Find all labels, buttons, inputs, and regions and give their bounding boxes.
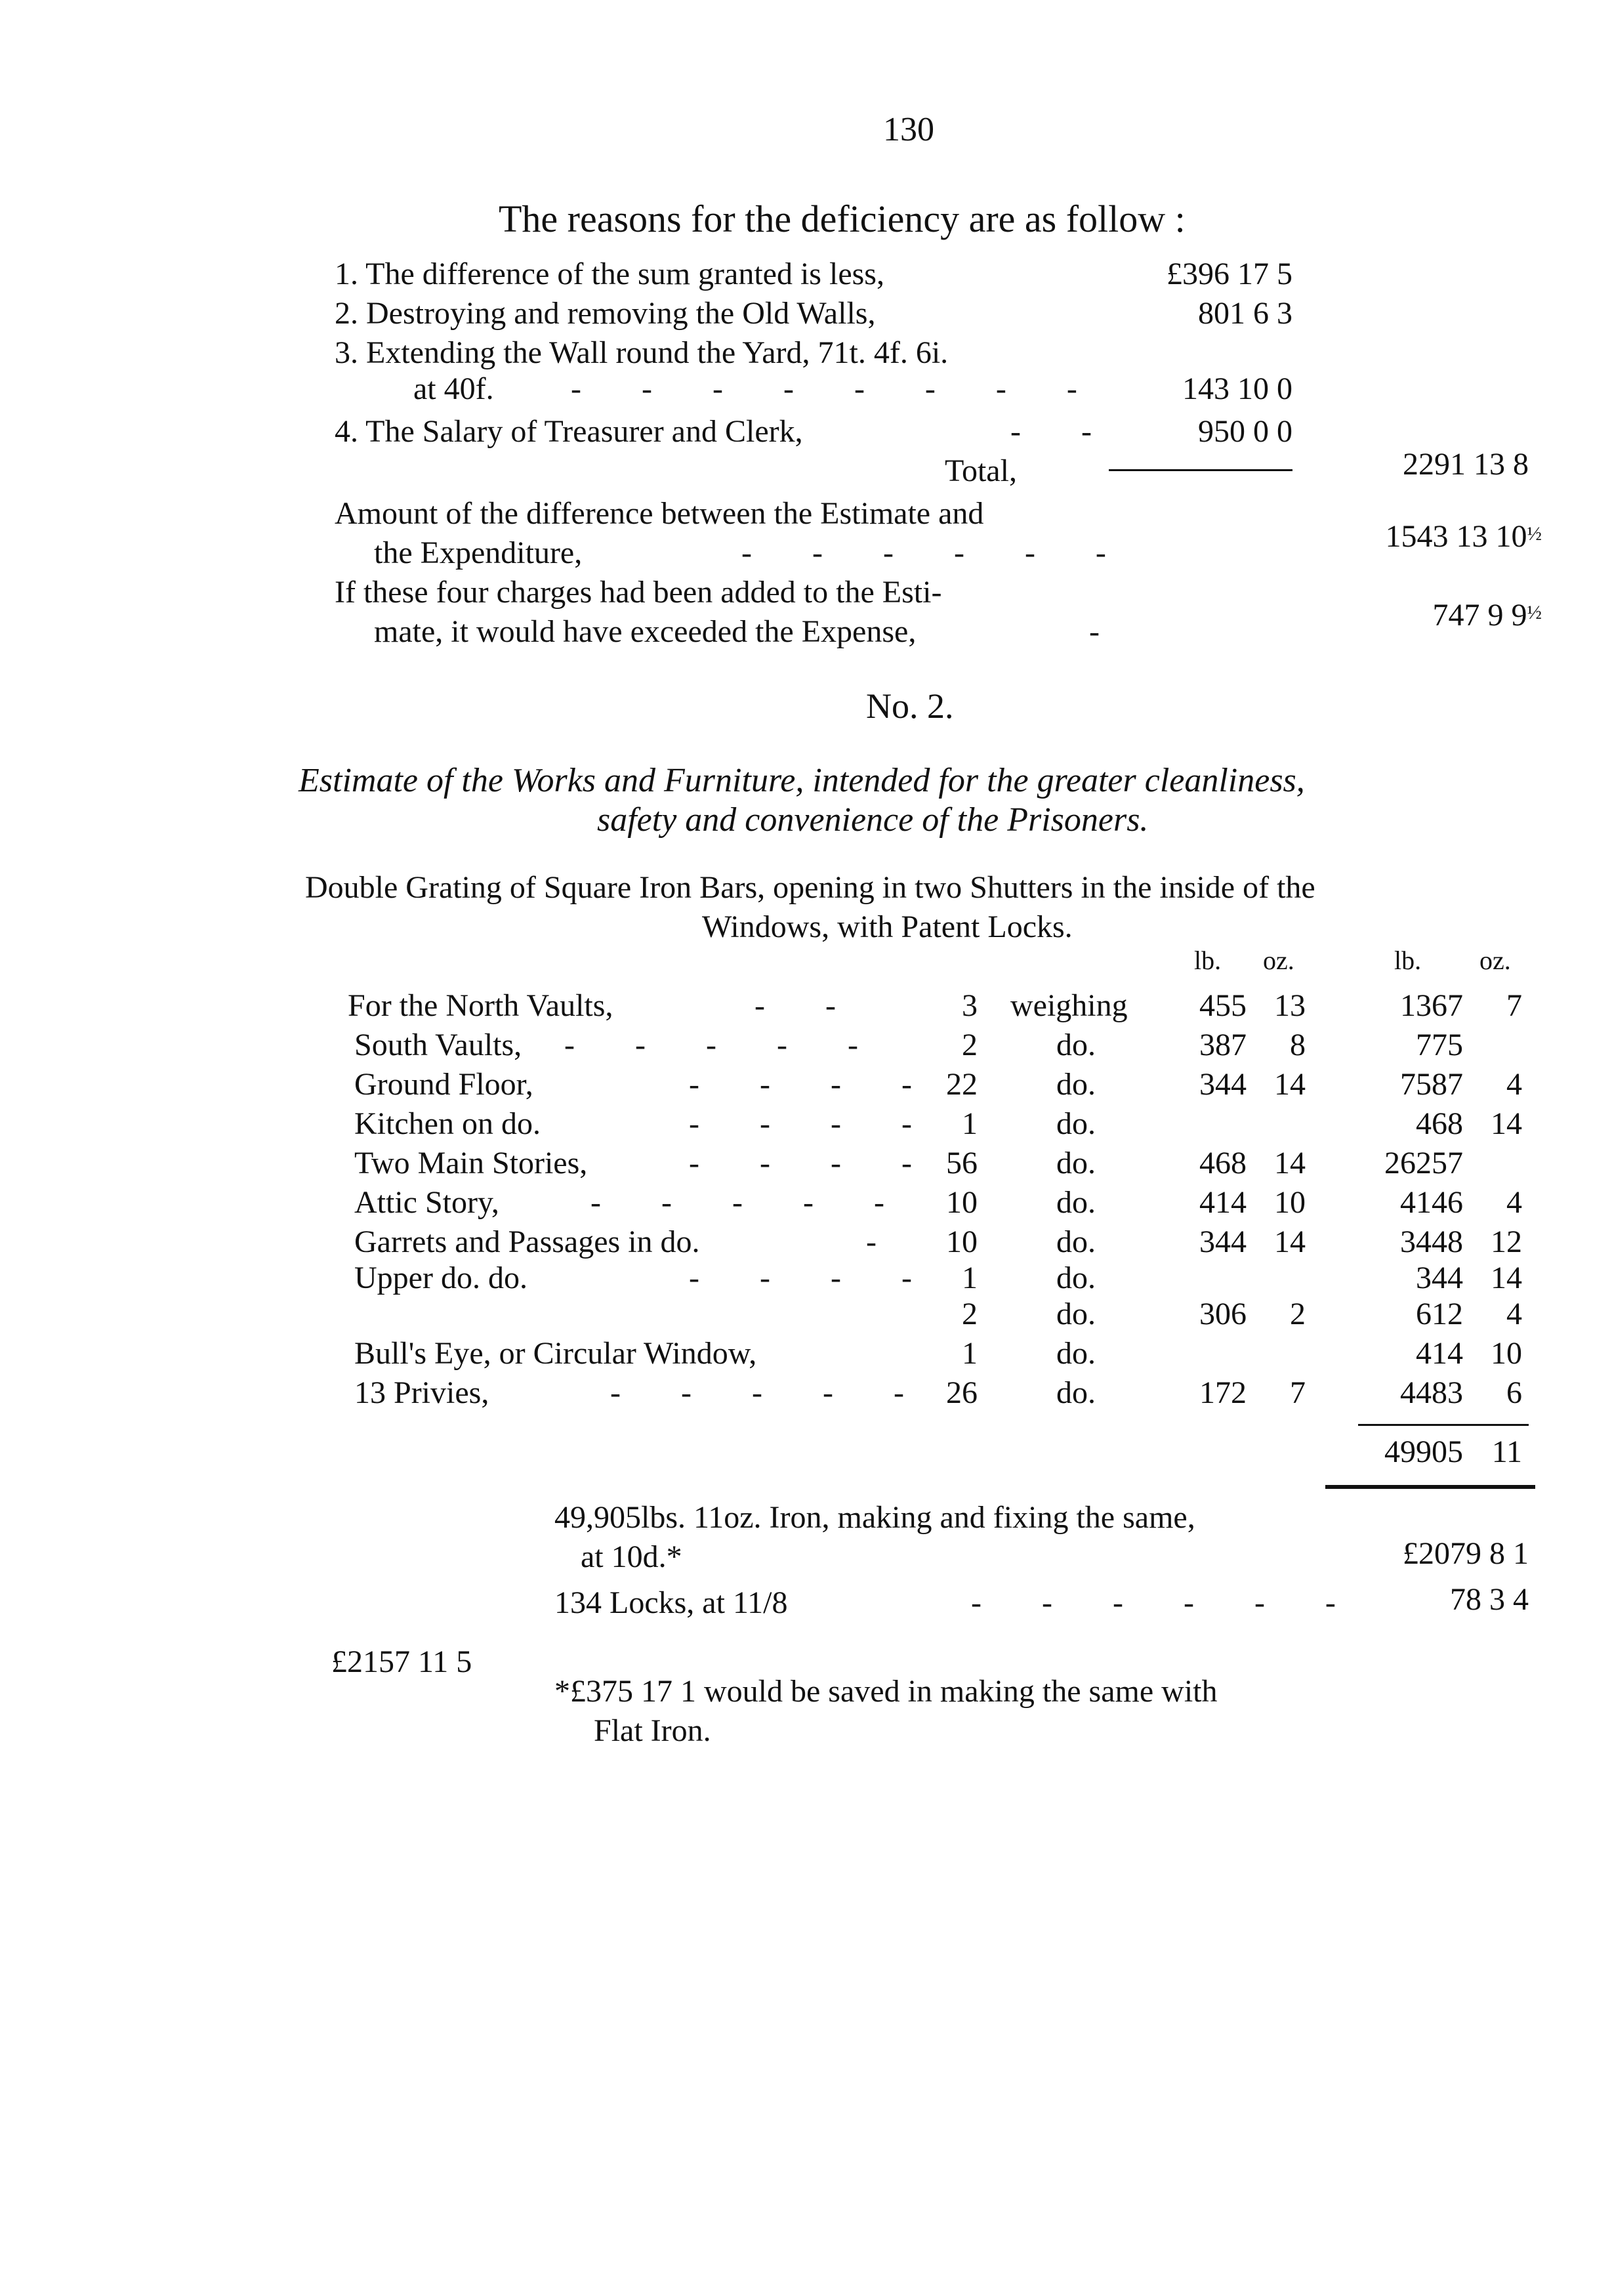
row-unit: do. <box>1056 1336 1096 1371</box>
header-total-oz: oz. <box>1479 946 1511 975</box>
row-count: 10 <box>946 1224 978 1259</box>
exceeded-line-2: mate, it would have exceeded the Expense, <box>374 614 917 649</box>
row-oz: 14 <box>1274 1067 1306 1102</box>
row-label: For the North Vaults, <box>348 988 613 1023</box>
row-label: Kitchen on do. <box>354 1106 541 1141</box>
row-unit: weighing <box>1010 988 1128 1023</box>
grand-total-oz: 11 <box>1491 1434 1522 1469</box>
grand-total-lb: 49905 <box>1384 1434 1463 1469</box>
row-lb: 172 <box>1199 1375 1247 1410</box>
row-count: 1 <box>962 1336 978 1371</box>
leader-dashes: - - - - <box>689 1261 938 1295</box>
row-lb: 414 <box>1199 1185 1247 1220</box>
grating-line-2: Windows, with Patent Locks. <box>702 909 1073 944</box>
grating-line-1: Double Grating of Square Iron Bars, opening in two Shutters in the inside of the <box>305 870 1315 905</box>
row-count: 2 <box>962 1297 978 1331</box>
difference-value-main: 1543 13 10 <box>1385 519 1527 554</box>
leader-dashes: - <box>866 1224 877 1259</box>
reasons-heading: The reasons for the deficiency are as follow : <box>499 198 1186 240</box>
row-total-lb: 3448 <box>1400 1224 1463 1259</box>
row-label: Upper do. do. <box>354 1261 527 1295</box>
row-label: Garrets and Passages in do. <box>354 1224 700 1259</box>
footnote-line-1: *£375 17 1 would be saved in making the same with <box>554 1674 1218 1709</box>
reason-4-amount: 950 0 0 <box>1198 414 1292 449</box>
header-lb: lb. <box>1194 946 1222 975</box>
row-unit: do. <box>1056 1028 1096 1062</box>
row-oz: 14 <box>1274 1146 1306 1180</box>
row-oz: 2 <box>1290 1297 1306 1331</box>
row-label: Bull's Eye, or Circular Window, <box>354 1336 757 1371</box>
exceeded-value-main: 747 9 9 <box>1432 598 1527 633</box>
row-total-oz: 7 <box>1506 988 1522 1023</box>
row-oz: 7 <box>1290 1375 1306 1410</box>
row-count: 2 <box>962 1028 978 1062</box>
row-unit: do. <box>1056 1067 1096 1102</box>
locks-cost: 78 3 4 <box>1450 1582 1529 1617</box>
leader-dashes: - - - - - - <box>971 1585 1362 1620</box>
row-label: Attic Story, <box>354 1185 499 1220</box>
row-total-oz: 4 <box>1506 1185 1522 1220</box>
row-total-lb: 612 <box>1416 1297 1463 1331</box>
total-value: 2291 13 8 <box>1403 447 1529 482</box>
double-rule <box>1325 1485 1535 1489</box>
row-total-lb: 26257 <box>1384 1146 1463 1180</box>
footnote-line-2: Flat Iron. <box>594 1713 711 1748</box>
header-oz: oz. <box>1263 946 1294 975</box>
estimate-title-line-1: Estimate of the Works and Furniture, intended for the greater cleanliness, <box>299 762 1305 799</box>
locks-line: 134 Locks, at 11/8 <box>554 1585 788 1620</box>
row-lb: 344 <box>1199 1224 1247 1259</box>
row-lb: 306 <box>1199 1297 1247 1331</box>
row-unit: do. <box>1056 1146 1096 1180</box>
leader-dashes: - - - - <box>689 1106 938 1141</box>
row-total-lb: 1367 <box>1400 988 1463 1023</box>
exceeded-value <box>1306 597 1542 633</box>
row-unit: do. <box>1056 1224 1096 1259</box>
row-total-oz: 10 <box>1491 1336 1522 1371</box>
reason-4-text: 4. The Salary of Treasurer and Clerk, <box>335 414 803 449</box>
row-total-oz: 4 <box>1506 1297 1522 1331</box>
row-lb: 455 <box>1199 988 1247 1023</box>
row-unit: do. <box>1056 1297 1096 1331</box>
row-oz: 13 <box>1274 988 1306 1023</box>
row-lb: 344 <box>1199 1067 1247 1102</box>
leader-dashes: - - <box>1010 414 1118 449</box>
reason-1-amount: £396 17 5 <box>1167 257 1292 291</box>
row-total-lb: 4483 <box>1400 1375 1463 1410</box>
row-count: 3 <box>962 988 978 1023</box>
row-total-lb: 775 <box>1416 1028 1463 1062</box>
row-label: South Vaults, <box>354 1028 522 1062</box>
row-total-lb: 344 <box>1416 1261 1463 1295</box>
row-count: 10 <box>946 1185 978 1220</box>
row-oz: 14 <box>1274 1224 1306 1259</box>
leader-dashes: - - - - - - <box>741 535 1132 570</box>
difference-value <box>1306 518 1542 554</box>
exceeded-value-fraction: ½ <box>1527 602 1542 623</box>
row-total-lb: 414 <box>1416 1336 1463 1371</box>
row-count: 56 <box>946 1146 978 1180</box>
header-total-lb: lb. <box>1394 946 1422 975</box>
row-total-oz: 12 <box>1491 1224 1522 1259</box>
exceeded-line-1: If these four charges had been added to the Esti- <box>335 575 942 610</box>
row-count: 26 <box>946 1375 978 1410</box>
row-unit: do. <box>1056 1106 1096 1141</box>
row-oz: 8 <box>1290 1028 1306 1062</box>
row-total-oz: 14 <box>1491 1261 1522 1295</box>
row-oz: 10 <box>1274 1185 1306 1220</box>
reason-1-text: 1. The difference of the sum granted is less, <box>335 257 884 291</box>
leader-dashes: - - - - - <box>564 1028 884 1062</box>
row-total-oz: 14 <box>1491 1106 1522 1141</box>
difference-line-2: the Expenditure, <box>374 535 583 570</box>
leader-dashes: - - - - <box>689 1067 938 1102</box>
difference-value-fraction: ½ <box>1527 523 1542 545</box>
total-label: Total, <box>945 453 1017 488</box>
total-rule <box>1109 469 1292 471</box>
leader-dashes: - - - - - - - - <box>571 371 1104 406</box>
row-unit: do. <box>1056 1375 1096 1410</box>
leader-dashes: - - - - <box>689 1146 938 1180</box>
difference-line-1: Amount of the difference between the Estimate and <box>335 496 984 531</box>
row-label: Ground Floor, <box>354 1067 533 1102</box>
row-label: 13 Privies, <box>354 1375 489 1410</box>
reason-3-amount: 143 10 0 <box>1182 371 1292 406</box>
row-total-oz: 6 <box>1506 1375 1522 1410</box>
row-lb: 468 <box>1199 1146 1247 1180</box>
reason-2-text: 2. Destroying and removing the Old Walls, <box>335 296 876 331</box>
estimate-title-line-2: safety and convenience of the Prisoners. <box>597 801 1149 839</box>
reason-3-rate: at 40f. <box>413 371 494 406</box>
page-number: 130 <box>883 111 934 148</box>
iron-cost: £2079 8 1 <box>1403 1536 1529 1571</box>
iron-line-1: 49,905lbs. 11oz. Iron, making and fixing the same, <box>554 1500 1195 1535</box>
reason-3-text: 3. Extending the Wall round the Yard, 71t. 4f. 6i. <box>335 335 949 370</box>
leader-dashes: - <box>1089 614 1100 649</box>
row-count: 1 <box>962 1106 978 1141</box>
section-number: No. 2. <box>866 686 954 726</box>
row-label: Two Main Stories, <box>354 1146 588 1180</box>
row-count: 1 <box>962 1261 978 1295</box>
leader-dashes: - - - - - <box>590 1185 911 1220</box>
row-count: 22 <box>946 1067 978 1102</box>
sum-total: £2157 11 5 <box>331 1644 472 1679</box>
row-total-lb: 4146 <box>1400 1185 1463 1220</box>
leader-dashes: - - - - - <box>610 1375 930 1410</box>
row-total-lb: 7587 <box>1400 1067 1463 1102</box>
sum-rule <box>1358 1424 1529 1426</box>
row-unit: do. <box>1056 1261 1096 1295</box>
leader-dashes: - - <box>754 988 862 1023</box>
row-unit: do. <box>1056 1185 1096 1220</box>
reason-2-amount: 801 6 3 <box>1198 296 1292 331</box>
row-lb: 387 <box>1199 1028 1247 1062</box>
row-total-oz: 4 <box>1506 1067 1522 1102</box>
row-total-lb: 468 <box>1416 1106 1463 1141</box>
iron-line-2: at 10d.* <box>581 1539 682 1574</box>
